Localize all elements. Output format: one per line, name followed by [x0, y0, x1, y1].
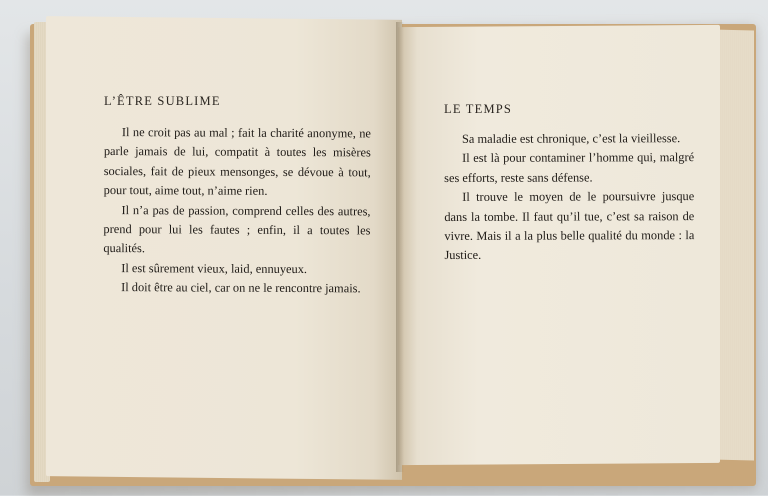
paragraph: Il n’a pas de passion, comprend celles des autres, prend pour lui les fautes ; enfin, il a toutes les qualités.	[103, 202, 371, 256]
book-gutter	[396, 22, 404, 472]
paragraph: Sa maladie est chronique, c’est la vieillesse.	[462, 131, 681, 146]
paragraph: Il est sûrement vieux, laid, ennuyeux.	[121, 260, 308, 276]
paragraph: Il ne croit pas au mal ; fait la charité anonyme, ne parle jamais de lui, compatit à toutes les misères sociales, fait de pieux mensonges, se dévoue à tout, pour tout, aime tout, n’aime rien.	[103, 125, 371, 199]
left-page-body	[103, 123, 371, 299]
paragraph: Il doit être au ciel, car on ne le rencontre jamais.	[121, 280, 361, 296]
left-page-heading: L’ÊTRE SUBLIME	[104, 94, 221, 108]
paragraph: Il est là pour contaminer l’homme qui, malgré ses efforts, reste sans défense.	[444, 150, 695, 185]
right-page-body	[444, 129, 694, 266]
paragraph: Il trouve le moyen de le poursuivre jusque dans la tombe. Il faut qu’il tue, c’est sa raison de vivre. Mais il a la plus belle qualité du monde : la Justice.	[444, 189, 695, 263]
right-page-heading: LE TEMPS	[444, 102, 513, 116]
